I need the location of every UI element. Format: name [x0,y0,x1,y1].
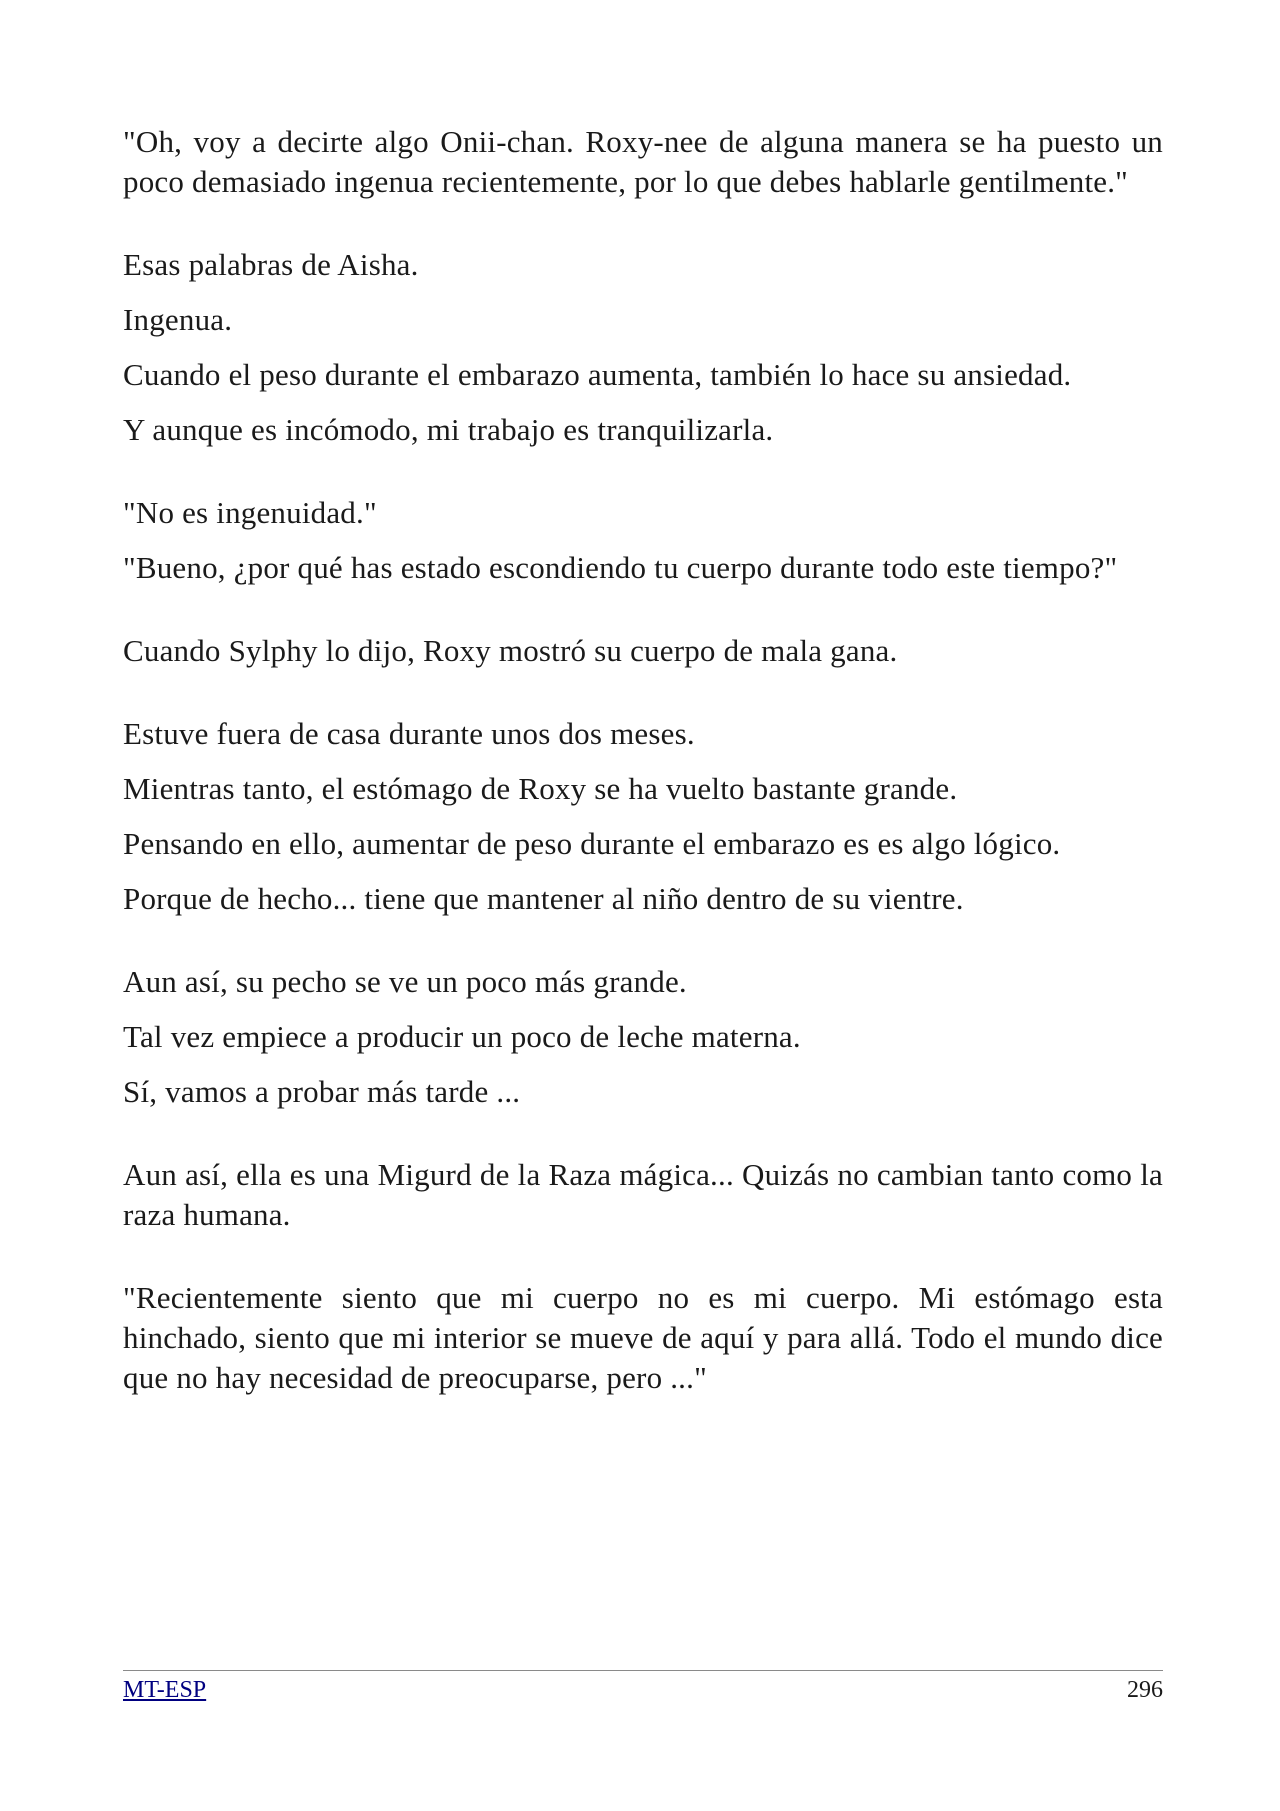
paragraph: Ingenua. [123,302,233,337]
page-number: 296 [1127,1677,1163,1703]
paragraph: Aun así, ella es una Migurd de la Raza mágica... Quizás no cambian tanto como la raza humana. [123,1157,1163,1232]
paragraph: "Bueno, ¿por qué has estado escondiendo tu cuerpo durante todo este tiempo?" [123,550,1118,585]
paragraph: Aun así, su pecho se ve un poco más grande. [123,964,687,999]
paragraph: Tal vez empiece a producir un poco de leche materna. [123,1019,801,1054]
paragraph: Esas palabras de Aisha. [123,247,419,282]
paragraph: Cuando el peso durante el embarazo aumenta, también lo hace su ansiedad. [123,357,1072,392]
paragraph: Pensando en ello, aumentar de peso durante el embarazo es es algo lógico. [123,826,1061,861]
paragraph: Estuve fuera de casa durante unos dos meses. [123,716,695,751]
paragraph: Cuando Sylphy lo dijo, Roxy mostró su cuerpo de mala gana. [123,633,898,668]
paragraph: "Oh, voy a decirte algo Onii-chan. Roxy-nee de alguna manera se ha puesto un poco demasiado ingenua recientemente, por lo que debes hablarle gentilmente." [123,124,1163,199]
paragraph: "No es ingenuidad." [123,495,377,530]
footer-source-link[interactable]: MT-ESP [123,1677,207,1703]
page-footer [123,1670,1163,1705]
paragraph: Y aunque es incómodo, mi trabajo es tranquilizarla. [123,412,774,447]
paragraph: Mientras tanto, el estómago de Roxy se ha vuelto bastante grande. [123,771,958,806]
paragraph: "Recientemente siento que mi cuerpo no es mi cuerpo. Mi estómago esta hinchado, siento que mi interior se mueve de aquí y para allá. Todo el mundo dice que no hay necesidad de preocuparse, pero ..." [123,1280,1163,1395]
paragraph: Porque de hecho... tiene que mantener al niño dentro de su vientre. [123,881,964,916]
paragraph: Sí, vamos a probar más tarde ... [123,1074,521,1109]
document-body [123,122,1163,1413]
